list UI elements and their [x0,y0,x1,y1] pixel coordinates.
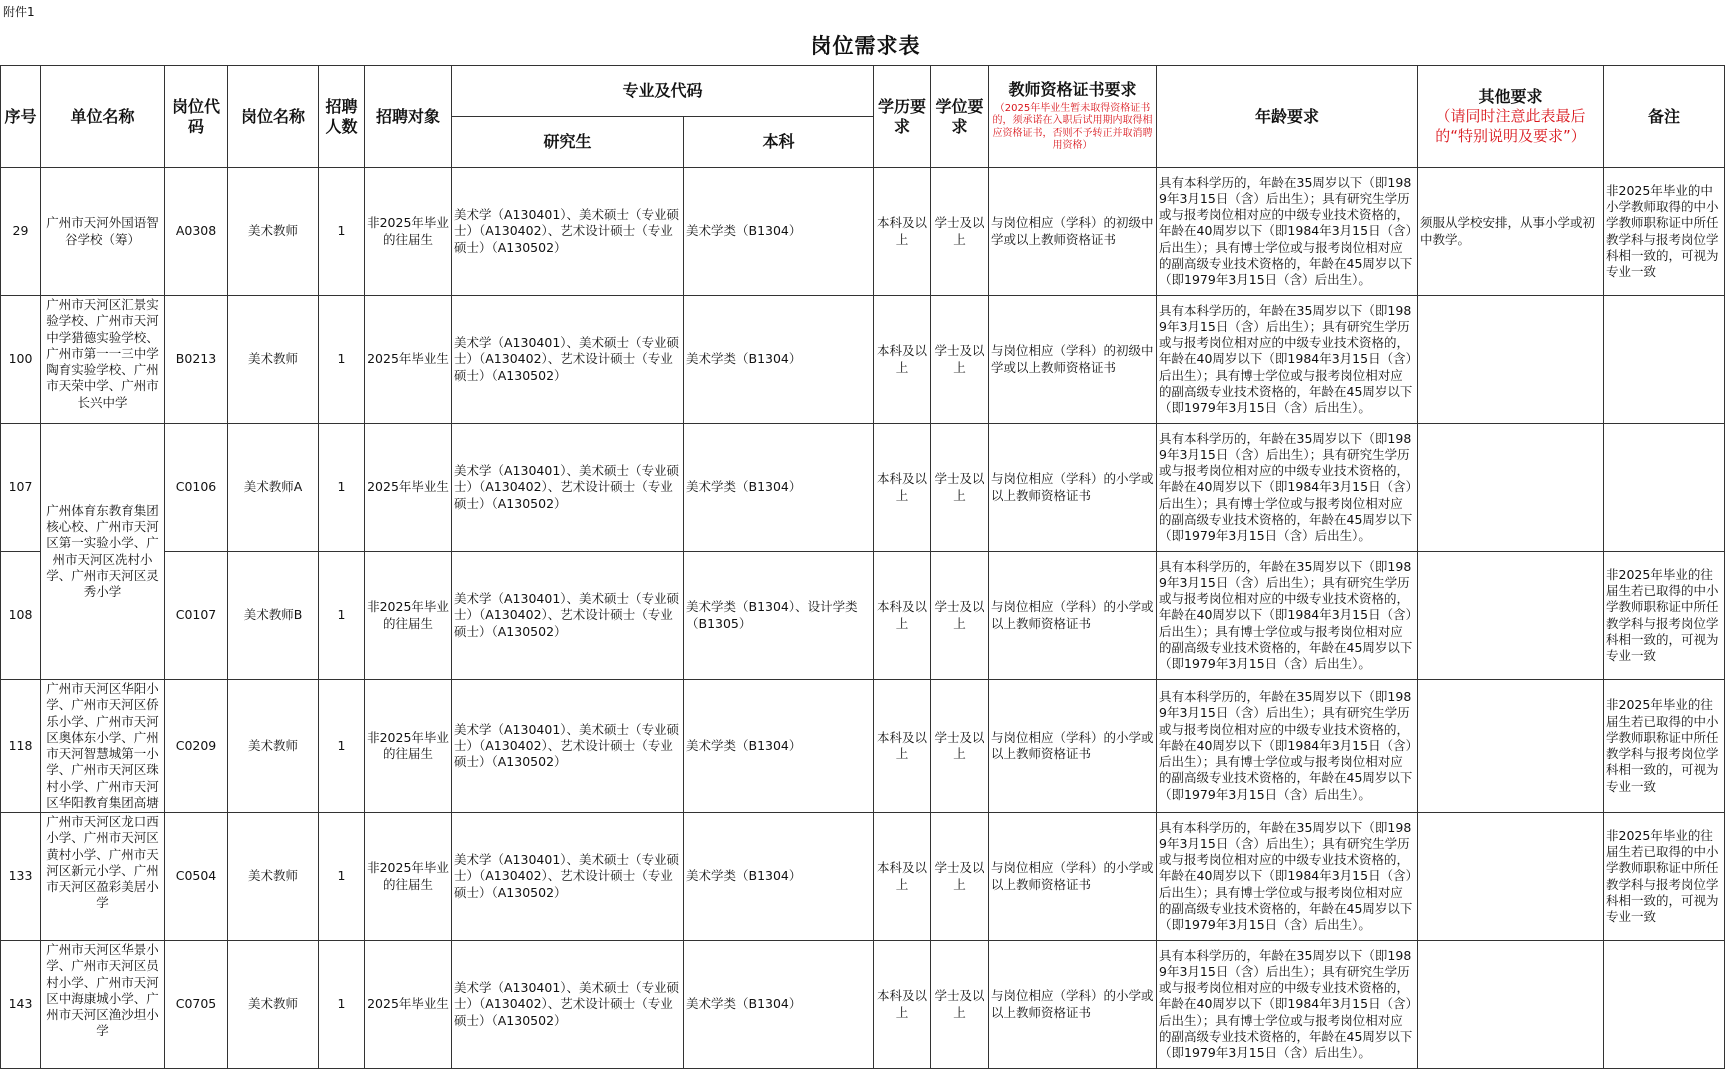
grad-major-cell: 美术学（A130401）、美术硕士（专业硕士）（A130402）、艺术设计硕士（专业硕士）（A130502） [452,552,684,680]
code-cell: C0504 [165,813,228,941]
target-cell: 2025年毕业生 [365,941,452,1069]
name-cell: 美术教师 [228,168,319,296]
other-cell [1418,680,1604,813]
age-cell: 具有本科学历的，年龄在35周岁以下（即1989年3月15日（含）后出生）；具有研究生学历或与报考岗位相对应的中级专业技术资格的，年龄在40周岁以下（即1984年3月15日（含）后出生）；具有博士学位或与报考岗位相对应的副高级专业技术资格的，年龄在45周岁以下（即1979年3月15日（含）后出生）。 [1157,424,1418,552]
code-cell: C0209 [165,680,228,813]
target-cell: 非2025年毕业的往届生 [365,680,452,813]
header-age: 年龄要求 [1157,66,1418,168]
other-cell [1418,941,1604,1069]
unit-cell: 广州市天河区华景小学、广州市天河区员村小学、广州市天河区中海康城小学、广州市天河区渔沙坦小学 [41,941,165,1069]
header-edu: 学历要求 [874,66,931,168]
table-row [1,813,1725,941]
other-cell [1418,296,1604,424]
table-row [1,552,1725,680]
header-other-note: （请同时注意此表最后的“特别说明及要求”） [1435,106,1586,146]
job-requirements-table [0,65,1725,1069]
degree-cell: 学士及以上 [931,424,989,552]
age-cell: 具有本科学历的，年龄在35周岁以下（即1989年3月15日（含）后出生）；具有研究生学历或与报考岗位相对应的中级专业技术资格的，年龄在40周岁以下（即1984年3月15日（含）后出生）；具有博士学位或与报考岗位相对应的副高级专业技术资格的，年龄在45周岁以下（即1979年3月15日（含）后出生）。 [1157,680,1418,813]
other-cell [1418,424,1604,552]
name-cell: 美术教师A [228,424,319,552]
remark-cell [1604,424,1725,552]
other-cell: 须服从学校安排，从事小学或初中教学。 [1418,168,1604,296]
target-cell: 非2025年毕业的往届生 [365,813,452,941]
cert-cell: 与岗位相应（学科）的小学或以上教师资格证书 [989,552,1157,680]
code-cell: B0213 [165,296,228,424]
age-cell: 具有本科学历的，年龄在35周岁以下（即1989年3月15日（含）后出生）；具有研究生学历或与报考岗位相对应的中级专业技术资格的，年龄在40周岁以下（即1984年3月15日（含）后出生）；具有博士学位或与报考岗位相对应的副高级专业技术资格的，年龄在45周岁以下（即1979年3月15日（含）后出生）。 [1157,296,1418,424]
edu-cell: 本科及以上 [874,941,931,1069]
undergrad-major-cell: 美术学类（B1304） [684,168,874,296]
header-other-label: 其他要求 [1478,86,1543,106]
unit-cell: 广州市天河区龙口西小学、广州市天河区黄村小学、广州市天河区新元小学、广州市天河区盈彩美居小学 [41,813,165,941]
name-cell: 美术教师B [228,552,319,680]
seq-cell: 108 [1,552,41,680]
code-cell: C0107 [165,552,228,680]
attachment-label: 附件1 [3,5,35,19]
code-cell: A0308 [165,168,228,296]
code-cell: C0106 [165,424,228,552]
header-cert-label: 教师资格证书要求 [1008,80,1137,100]
count-cell: 1 [319,168,365,296]
undergrad-major-cell: 美术学类（B1304） [684,680,874,813]
header-code: 岗位代码 [165,66,228,168]
age-cell: 具有本科学历的，年龄在35周岁以下（即1989年3月15日（含）后出生）；具有研究生学历或与报考岗位相对应的中级专业技术资格的，年龄在40周岁以下（即1984年3月15日（含）后出生）；具有博士学位或与报考岗位相对应的副高级专业技术资格的，年龄在45周岁以下（即1979年3月15日（含）后出生）。 [1157,813,1418,941]
grad-major-cell: 美术学（A130401）、美术硕士（专业硕士）（A130402）、艺术设计硕士（专业硕士）（A130502） [452,680,684,813]
count-cell: 1 [319,296,365,424]
cert-cell: 与岗位相应（学科）的小学或以上教师资格证书 [989,680,1157,813]
name-cell: 美术教师 [228,680,319,813]
other-cell [1418,813,1604,941]
target-cell: 非2025年毕业的往届生 [365,552,452,680]
unit-cell: 广州市天河区华阳小学、广州市天河区侨乐小学、广州市天河区奥体东小学、广州市天河智慧城第一小学、广州市天河区珠村小学、广州市天河区华阳教育集团高塘 [41,680,165,813]
header-seq: 序号 [1,66,41,168]
seq-cell: 107 [1,424,41,552]
header-grad: 研究生 [452,117,684,168]
edu-cell: 本科及以上 [874,296,931,424]
undergrad-major-cell: 美术学类（B1304） [684,813,874,941]
cert-cell: 与岗位相应（学科）的小学或以上教师资格证书 [989,941,1157,1069]
seq-cell: 143 [1,941,41,1069]
count-cell: 1 [319,552,365,680]
undergrad-major-cell: 美术学类（B1304） [684,941,874,1069]
degree-cell: 学士及以上 [931,168,989,296]
unit-cell: 广州市天河区汇景实验学校、广州市天河中学猎德实验学校、广州市第一一三中学陶育实验学校、广州市天荣中学、广州市长兴中学 [41,296,165,424]
remark-cell: 非2025年毕业的中小学教师取得的中小学教师职称证中所任教学科与报考岗位学科相一致的，可视为专业一致 [1604,168,1725,296]
edu-cell: 本科及以上 [874,813,931,941]
seq-cell: 29 [1,168,41,296]
age-cell: 具有本科学历的，年龄在35周岁以下（即1989年3月15日（含）后出生）；具有研究生学历或与报考岗位相对应的中级专业技术资格的，年龄在40周岁以下（即1984年3月15日（含）后出生）；具有博士学位或与报考岗位相对应的副高级专业技术资格的，年龄在45周岁以下（即1979年3月15日（含）后出生）。 [1157,168,1418,296]
grad-major-cell: 美术学（A130401）、美术硕士（专业硕士）（A130402）、艺术设计硕士（专业硕士）（A130502） [452,296,684,424]
count-cell: 1 [319,941,365,1069]
remark-cell: 非2025年毕业的往届生若已取得的中小学教师职称证中所任教学科与报考岗位学科相一致的，可视为专业一致 [1604,813,1725,941]
header-undergrad: 本科 [684,117,874,168]
grad-major-cell: 美术学（A130401）、美术硕士（专业硕士）（A130402）、艺术设计硕士（专业硕士）（A130502） [452,813,684,941]
degree-cell: 学士及以上 [931,552,989,680]
header-major: 专业及代码 [452,66,874,117]
header-cert [989,66,1157,168]
header-other [1418,66,1604,168]
seq-cell: 118 [1,680,41,813]
remark-cell: 非2025年毕业的往届生若已取得的中小学教师职称证中所任教学科与报考岗位学科相一致的，可视为专业一致 [1604,552,1725,680]
unit-cell: 广州市天河外国语智谷学校（筹） [41,168,165,296]
code-cell: C0705 [165,941,228,1069]
count-cell: 1 [319,813,365,941]
header-remark: 备注 [1604,66,1725,168]
cert-cell: 与岗位相应（学科）的初级中学或以上教师资格证书 [989,168,1157,296]
target-cell: 2025年毕业生 [365,296,452,424]
other-cell [1418,552,1604,680]
header-name: 岗位名称 [228,66,319,168]
name-cell: 美术教师 [228,813,319,941]
header-count: 招聘人数 [319,66,365,168]
count-cell: 1 [319,680,365,813]
undergrad-major-cell: 美术学类（B1304） [684,424,874,552]
header-unit: 单位名称 [41,66,165,168]
edu-cell: 本科及以上 [874,168,931,296]
unit-cell: 广州体育东教育集团核心校、广州市天河区第一实验小学、广州市天河区冼村小学、广州市天河区灵秀小学 [41,424,165,680]
table-row [1,941,1725,1069]
target-cell: 非2025年毕业的往届生 [365,168,452,296]
edu-cell: 本科及以上 [874,552,931,680]
age-cell: 具有本科学历的，年龄在35周岁以下（即1989年3月15日（含）后出生）；具有研究生学历或与报考岗位相对应的中级专业技术资格的，年龄在40周岁以下（即1984年3月15日（含）后出生）；具有博士学位或与报考岗位相对应的副高级专业技术资格的，年龄在45周岁以下（即1979年3月15日（含）后出生）。 [1157,552,1418,680]
table-row [1,424,1725,552]
count-cell: 1 [319,424,365,552]
cert-cell: 与岗位相应（学科）的小学或以上教师资格证书 [989,424,1157,552]
page-title: 岗位需求表 [810,34,921,58]
seq-cell: 133 [1,813,41,941]
edu-cell: 本科及以上 [874,424,931,552]
table-row [1,168,1725,296]
edu-cell: 本科及以上 [874,680,931,813]
undergrad-major-cell: 美术学类（B1304）、设计学类（B1305） [684,552,874,680]
grad-major-cell: 美术学（A130401）、美术硕士（专业硕士）（A130402）、艺术设计硕士（专业硕士）（A130502） [452,424,684,552]
cert-cell: 与岗位相应（学科）的初级中学或以上教师资格证书 [989,296,1157,424]
name-cell: 美术教师 [228,296,319,424]
grad-major-cell: 美术学（A130401）、美术硕士（专业硕士）（A130402）、艺术设计硕士（专业硕士）（A130502） [452,941,684,1069]
cert-cell: 与岗位相应（学科）的小学或以上教师资格证书 [989,813,1157,941]
seq-cell: 100 [1,296,41,424]
undergrad-major-cell: 美术学类（B1304） [684,296,874,424]
target-cell: 2025年毕业生 [365,424,452,552]
grad-major-cell: 美术学（A130401）、美术硕士（专业硕士）（A130402）、艺术设计硕士（专业硕士）（A130502） [452,168,684,296]
degree-cell: 学士及以上 [931,296,989,424]
table-row [1,296,1725,424]
degree-cell: 学士及以上 [931,680,989,813]
remark-cell [1604,941,1725,1069]
header-cert-note: （2025年毕业生暂未取得资格证书的，须承诺在入职后试用期内取得相应资格证书，否则不予转正并取消聘用资格） [992,102,1153,152]
name-cell: 美术教师 [228,941,319,1069]
degree-cell: 学士及以上 [931,813,989,941]
header-degree: 学位要求 [931,66,989,168]
age-cell: 具有本科学历的，年龄在35周岁以下（即1989年3月15日（含）后出生）；具有研究生学历或与报考岗位相对应的中级专业技术资格的，年龄在40周岁以下（即1984年3月15日（含）后出生）；具有博士学位或与报考岗位相对应的副高级专业技术资格的，年龄在45周岁以下（即1979年3月15日（含）后出生）。 [1157,941,1418,1069]
table-row [1,680,1725,813]
header-target: 招聘对象 [365,66,452,168]
degree-cell: 学士及以上 [931,941,989,1069]
remark-cell [1604,296,1725,424]
remark-cell: 非2025年毕业的往届生若已取得的中小学教师职称证中所任教学科与报考岗位学科相一致的，可视为专业一致 [1604,680,1725,813]
